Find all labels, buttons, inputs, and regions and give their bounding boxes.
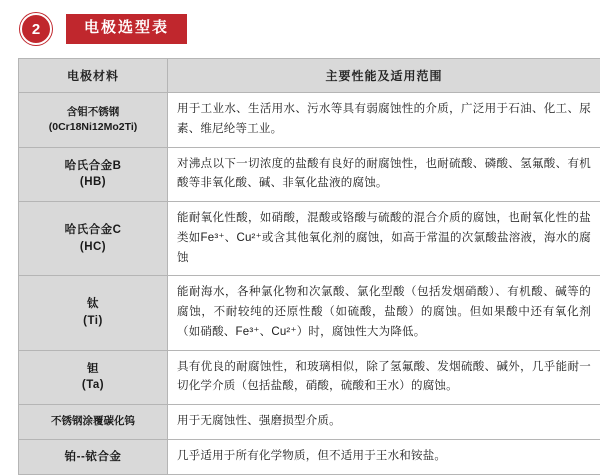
cell-description: 能耐氧化性酸，如硝酸，混酸或铬酸与硫酸的混合介质的腐蚀，也耐氧化性的盐类如Fe³⁺、Cu²⁺或含其他氧化剂的腐蚀，如高于常温的次氯酸盐溶液，海水的腐蚀 xyxy=(168,202,600,276)
table-body xyxy=(19,93,600,475)
cell-description: 具有优良的耐腐蚀性，和玻璃相似，除了氢氟酸、发烟硫酸、碱外，几乎能耐一切化学介质（包括盐酸，硝酸，硫酸和王水）的腐蚀。 xyxy=(168,350,600,405)
table-header-row xyxy=(19,59,600,93)
material-code-line: (HC) xyxy=(24,239,162,256)
material-name-line: 哈氏合金B xyxy=(24,158,162,175)
cell-material xyxy=(19,202,168,276)
table-row xyxy=(19,439,600,474)
material-name-line: 含钼不锈钢 xyxy=(24,105,162,120)
cell-description: 几乎适用于所有化学物质，但不适用于王水和铵盐。 xyxy=(168,439,600,474)
material-name-line: 钛 xyxy=(24,296,162,313)
cell-description: 对沸点以下一切浓度的盐酸有良好的耐腐蚀性，也耐硫酸、磷酸、氢氟酸、有机酸等非氧化酸、碱、非氧化盐液的腐蚀。 xyxy=(168,147,600,202)
material-code-line: (Ta) xyxy=(24,377,162,394)
material-name-line: 哈氏合金C xyxy=(24,222,162,239)
cell-description: 能耐海水，各种氯化物和次氯酸、氯化型酸（包括发烟硝酸）、有机酸、碱等的腐蚀，不耐较纯的还原性酸（如硫酸，盐酸）的腐蚀。但如果酸中还有氧化剂（如硝酸、Fe³⁺、Cu²⁺）时，腐蚀性大为降低。 xyxy=(168,276,600,350)
table-row xyxy=(19,147,600,202)
material-code-line: (Ti) xyxy=(24,313,162,330)
material-name-line: 铂--铱合金 xyxy=(24,449,162,466)
table-row xyxy=(19,93,600,148)
material-name-line: 钽 xyxy=(24,361,162,378)
material-code-line: (0Cr18Ni12Mo2Ti) xyxy=(24,120,162,135)
page-title: 电极选型表 xyxy=(66,14,187,44)
material-name-line: 不锈钢涂覆碳化钨 xyxy=(24,414,162,429)
cell-material xyxy=(19,439,168,474)
material-code-line: (HB) xyxy=(24,174,162,191)
table-row xyxy=(19,276,600,350)
table-row xyxy=(19,405,600,440)
table-row xyxy=(19,202,600,276)
page-header xyxy=(18,12,582,46)
cell-material xyxy=(19,350,168,405)
cell-material xyxy=(19,276,168,350)
electrode-selection-table xyxy=(18,58,600,475)
cell-material xyxy=(19,93,168,148)
cell-description: 用于工业水、生活用水、污水等具有弱腐蚀性的介质，广泛用于石油、化工、尿素、维尼纶等工业。 xyxy=(168,93,600,148)
table-header xyxy=(19,59,600,93)
cell-description: 用于无腐蚀性、强磨损型介质。 xyxy=(168,405,600,440)
table-row xyxy=(19,350,600,405)
section-number-badge: 2 xyxy=(20,13,52,45)
column-header-description: 主要性能及适用范围 xyxy=(168,59,600,93)
cell-material xyxy=(19,147,168,202)
cell-material xyxy=(19,405,168,440)
column-header-material: 电极材料 xyxy=(19,59,168,93)
